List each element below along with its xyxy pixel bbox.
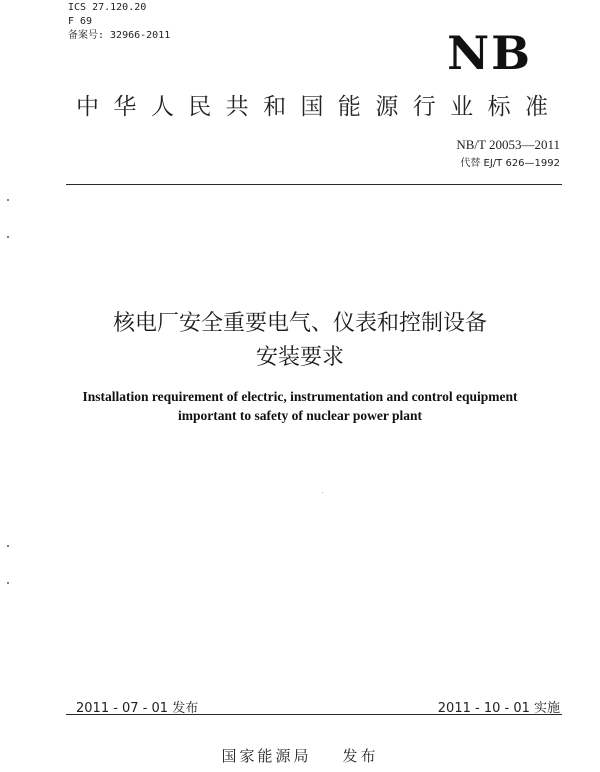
issuing-authority: 国家能源局 发布 — [221, 747, 379, 765]
replaces-standard: 代替 EJ/T 626—1992 — [460, 158, 560, 169]
standard-number: NB/T 20053—2011 — [456, 137, 560, 152]
scan-speck — [322, 492, 323, 493]
top-divider — [66, 184, 562, 185]
org-heading: 中华人民共和国能源行业标准 — [76, 94, 554, 120]
scan-speck — [7, 236, 9, 238]
scan-speck — [7, 545, 9, 547]
scan-speck — [7, 582, 9, 584]
title-en-line1: Installation requirement of electric, instrumentation and control equipment — [82, 389, 518, 404]
publish-date: 2011 - 07 - 01 发布 — [76, 701, 199, 716]
scan-speck — [7, 199, 9, 201]
implement-date: 2011 - 10 - 01 实施 — [437, 701, 560, 716]
bottom-divider — [66, 714, 562, 715]
nb-logo: NB — [447, 26, 532, 80]
title-cn-line2: 安装要求 — [255, 345, 344, 370]
title-cn-line1: 核电厂安全重要电气、仪表和控制设备 — [112, 311, 487, 336]
ccs-code: F 69 — [68, 16, 93, 27]
filing-number: 备案号: 32966-2011 — [68, 30, 171, 41]
title-en-line2: important to safety of nuclear power plant — [178, 408, 422, 423]
ics-code: ICS 27.120.20 — [68, 2, 147, 13]
